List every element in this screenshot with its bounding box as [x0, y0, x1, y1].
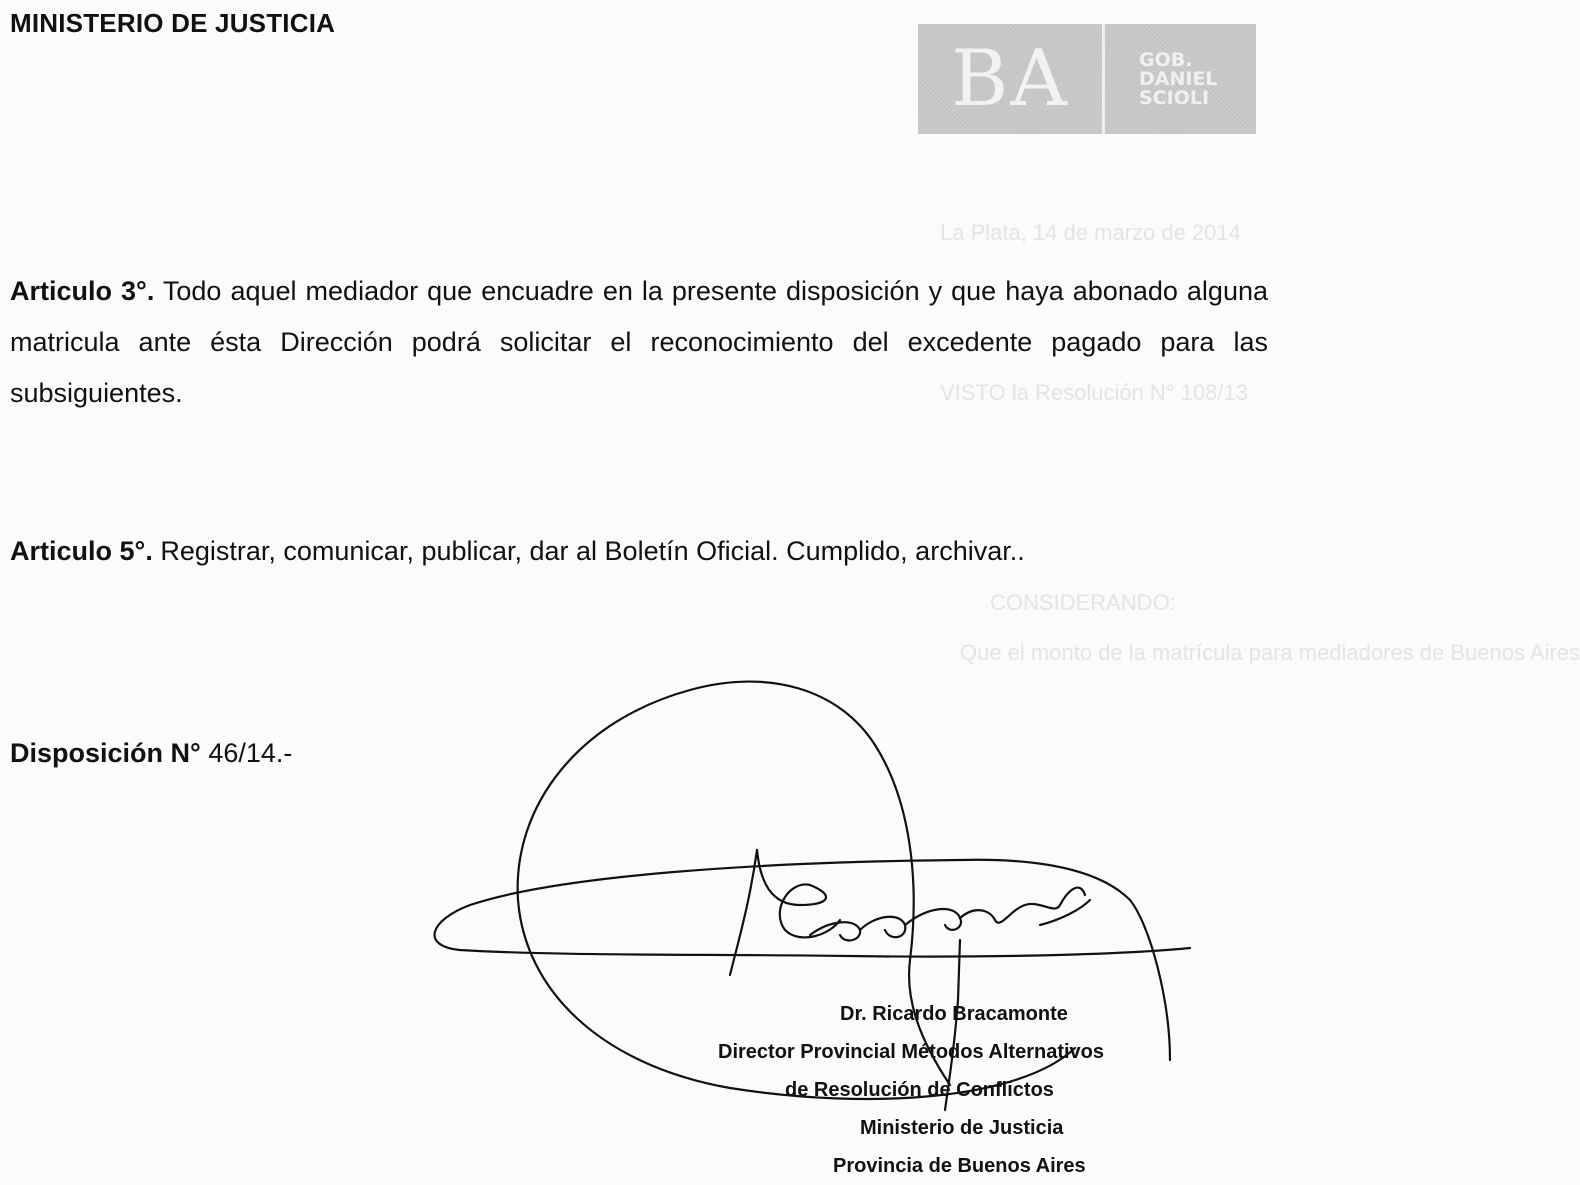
logo-ba-mark: BA: [951, 34, 1069, 124]
signer-province: Provincia de Buenos Aires: [833, 1155, 1086, 1177]
bleed-through-text: La Plata, 14 de marzo de 2014: [940, 220, 1241, 245]
article-text: Registrar, comunicar, publicar, dar al Boletín Oficial. Cumplido, archivar..: [160, 536, 1025, 566]
article-label: Articulo 3°.: [10, 276, 155, 306]
bleed-through-text: Que el monto de la matrícula para mediadores de Buenos Aires: [960, 640, 1580, 665]
disposition-label: Disposición N°: [10, 738, 201, 768]
signature-block: [690, 995, 1140, 1185]
bleed-through-text: VISTO la Resolución N° 108/13: [940, 380, 1248, 405]
logo-gob-line: GOB.: [1139, 48, 1193, 71]
signer-title-line1: Director Provincial Métodos Alternativos: [718, 1041, 1105, 1063]
bleed-through-text: CONSIDERANDO:: [990, 590, 1176, 615]
signer-name: Dr. Ricardo Bracamonte: [840, 1003, 1068, 1025]
article-text: Todo aquel mediador que encuadre en la presente disposición y que haya abonado alguna matricula ante ésta Dirección podrá solicitar el reconocimiento del excedente pagado para las subsiguientes.: [10, 276, 1268, 408]
disposition-value: 46/14.-: [208, 738, 293, 768]
logo-gob-line: SCIOLI: [1139, 86, 1210, 109]
logo-gob-line: DANIEL: [1139, 67, 1218, 90]
signer-ministry: Ministerio de Justicia: [860, 1117, 1064, 1139]
article-label: Articulo 5°.: [10, 536, 153, 566]
ministry-header: MINISTERIO DE JUSTICIA: [10, 8, 336, 38]
signer-title-line2: de Resolución de Conflictos: [785, 1079, 1054, 1101]
